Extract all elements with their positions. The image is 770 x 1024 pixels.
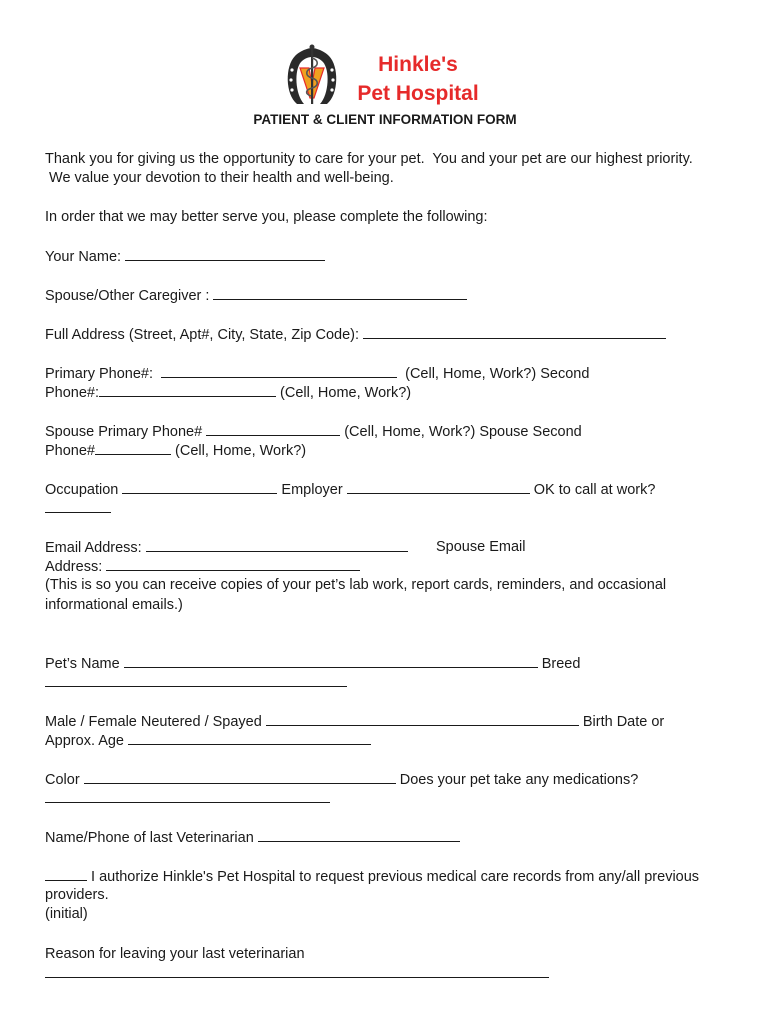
full-address-label: Full Address (Street, Apt#, City, State, Zip Code):: [45, 327, 364, 343]
second-phone-field[interactable]: [99, 383, 276, 397]
last-vet-field[interactable]: [258, 828, 460, 842]
your-name-field[interactable]: [125, 247, 325, 261]
your-name-label: Your Name:: [45, 249, 126, 265]
ok-to-call-label: OK to call at work?: [529, 482, 656, 498]
spouse-email-label: Spouse Email: [436, 539, 526, 555]
sex-field[interactable]: [266, 712, 579, 726]
breed-label: Breed: [537, 656, 581, 672]
pets-name-row: [45, 654, 580, 674]
pets-name-field[interactable]: [124, 654, 538, 668]
second-phone-row: [45, 383, 411, 403]
authorize-initial-field[interactable]: [45, 867, 87, 881]
ok-to-call-field[interactable]: [45, 499, 111, 513]
initial-note: (initial): [45, 906, 88, 922]
spouse-caregiver-row: [45, 286, 467, 306]
intro-line-2: We value your devotion to their health and well-being.: [45, 170, 394, 186]
spouse-second-phone-row: [45, 441, 306, 461]
spouse-primary-phone-row: [45, 422, 582, 442]
email-note-line-1: (This is so you can receive copies of your pet’s lab work, report cards, reminders, and occasional: [45, 577, 667, 593]
hospital-name: [340, 50, 496, 108]
email-note-line-2: informational emails.): [45, 597, 183, 613]
medications-field[interactable]: [45, 789, 330, 803]
birth-date-label: Birth Date or: [578, 714, 665, 730]
hospital-name-line1: Hinkle's: [378, 53, 458, 76]
spouse-caregiver-field[interactable]: [213, 286, 467, 300]
reason-leaving-field[interactable]: [45, 964, 549, 978]
occupation-field[interactable]: [122, 480, 277, 494]
approx-age-label: Approx. Age: [45, 733, 129, 749]
primary-phone-label: Primary Phone#:: [45, 366, 162, 382]
spouse-second-phone-label: Phone#: [45, 443, 95, 459]
color-field[interactable]: [84, 770, 396, 784]
employer-field[interactable]: [347, 480, 530, 494]
intro-line-3: In order that we may better serve you, please complete the following:: [45, 209, 488, 225]
full-address-field[interactable]: [363, 325, 666, 339]
email-address-label: Email Address:: [45, 540, 146, 556]
reason-leaving-row: [45, 964, 549, 984]
full-address-row: [45, 325, 666, 345]
occupation-label: Occupation: [45, 482, 123, 498]
primary-phone-row: [45, 364, 589, 384]
sex-label: Male / Female Neutered / Spayed: [45, 714, 266, 730]
spouse-primary-phone-field[interactable]: [206, 422, 340, 436]
last-vet-label: Name/Phone of last Veterinarian: [45, 830, 258, 846]
email-row: [45, 538, 408, 558]
spouse-second-phone-field[interactable]: [95, 441, 171, 455]
primary-phone-type-label: (Cell, Home, Work?) Second: [397, 366, 590, 382]
form-title: PATIENT & CLIENT INFORMATION FORM: [253, 112, 517, 127]
authorize-label: I authorize Hinkle's Pet Hospital to request previous medical care records from any/all previous: [87, 869, 700, 885]
occupation-row: [45, 480, 655, 500]
employer-label: Employer: [277, 482, 347, 498]
approx-age-field[interactable]: [128, 731, 371, 745]
your-name-row: [45, 247, 325, 267]
hospital-name-line2: Pet Hospital: [357, 82, 479, 105]
last-vet-row: [45, 828, 460, 848]
breed-field[interactable]: [45, 673, 347, 687]
medications-row: [45, 789, 330, 809]
email-address-field[interactable]: [146, 538, 408, 552]
spouse-primary-phone-label: Spouse Primary Phone#: [45, 424, 207, 440]
ok-to-call-row: [45, 499, 111, 519]
spouse-second-phone-type-label: (Cell, Home, Work?): [171, 443, 307, 459]
spouse-email-row: [45, 557, 360, 577]
spouse-primary-phone-type-label: (Cell, Home, Work?) Spouse Second: [340, 424, 582, 440]
color-row: [45, 770, 638, 790]
spouse-caregiver-label: Spouse/Other Caregiver :: [45, 288, 214, 304]
second-phone-type-label: (Cell, Home, Work?): [276, 385, 412, 401]
intro-line-1: Thank you for giving us the opportunity to care for your pet. You and your pet are our highest priority.: [45, 151, 693, 167]
medications-label: Does your pet take any medications?: [395, 772, 639, 788]
providers-line: providers.: [45, 887, 109, 903]
second-phone-label: Phone#:: [45, 385, 100, 401]
reason-leaving-label: Reason for leaving your last veterinarian: [45, 946, 305, 962]
pets-name-label: Pet’s Name: [45, 656, 124, 672]
approx-age-row: [45, 731, 371, 751]
sex-row: [45, 712, 664, 732]
primary-phone-field[interactable]: [161, 364, 397, 378]
header: [0, 44, 770, 114]
spouse-email-field[interactable]: [106, 557, 360, 571]
breed-row: [45, 673, 347, 693]
spouse-email-address-label: Address:: [45, 559, 107, 575]
authorize-row: [45, 867, 699, 887]
horseshoe-logo-icon: [283, 44, 341, 110]
color-label: Color: [45, 772, 84, 788]
